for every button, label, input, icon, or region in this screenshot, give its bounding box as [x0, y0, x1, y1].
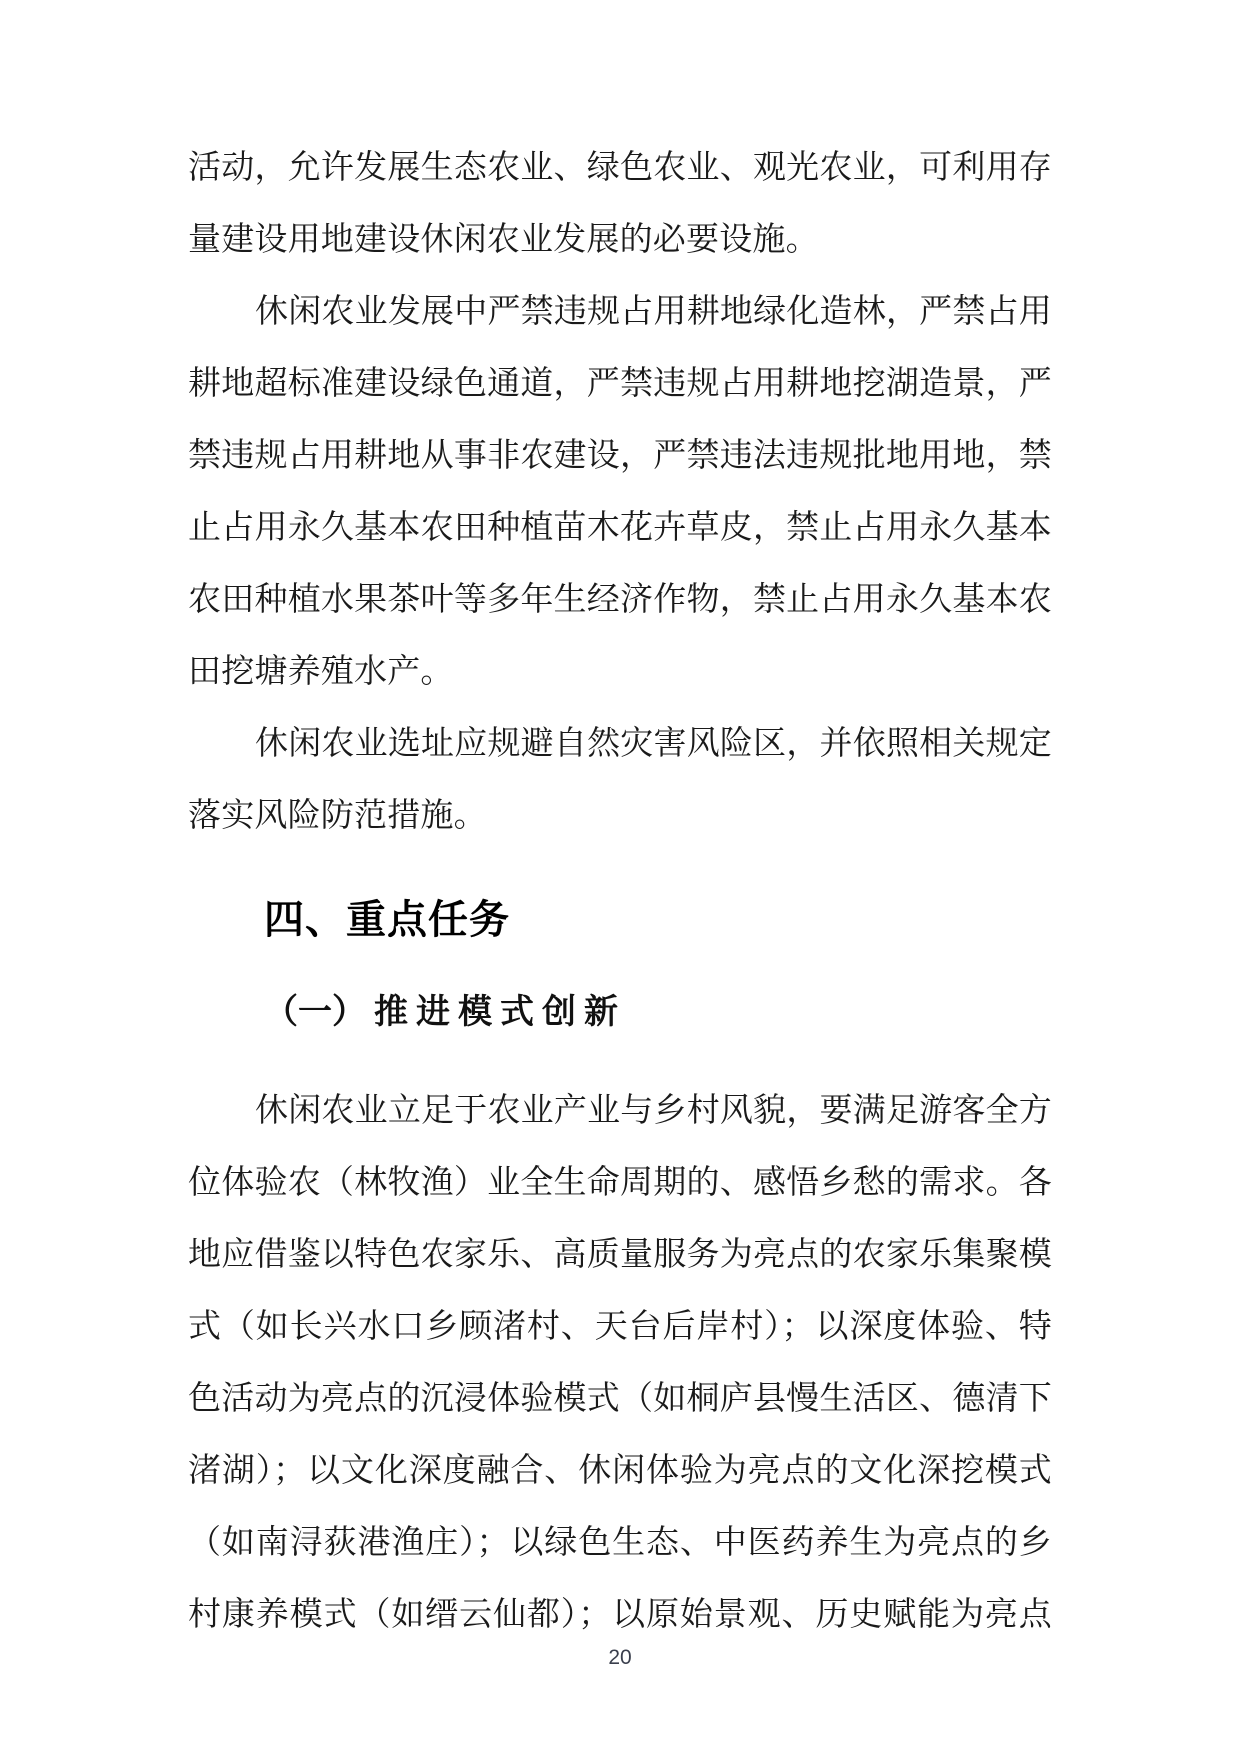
paragraph-continuation [188, 132, 1052, 276]
body-line: 止占用永久基本农田种植苗木花卉草皮，禁止占用永久基本 [188, 510, 1052, 546]
body-line: （如南浔荻港渔庄）；以绿色生态、中医药养生为亮点的乡 [188, 1525, 1052, 1561]
paragraph-prohibitions [188, 276, 1052, 708]
body-line: 休闲农业发展中严禁违规占用耕地绿化造林，严禁占用 [255, 294, 1052, 330]
body-line: 活动，允许发展生态农业、绿色农业、观光农业，可利用存 [188, 150, 1052, 186]
body-line: 式（如长兴水口乡顾渚村、天台后岸村）；以深度体验、特 [188, 1309, 1052, 1345]
subsection-heading [188, 987, 1052, 1039]
body-line: 农田种植水果茶叶等多年生经济作物，禁止占用永久基本农 [188, 582, 1052, 618]
body-line: 村康养模式（如缙云仙都）；以原始景观、历史赋能为亮点 [188, 1597, 1052, 1633]
body-line: 禁违规占用耕地从事非农建设，严禁违法违规批地用地，禁 [188, 438, 1052, 474]
section-heading: 四、重点任务 [264, 897, 510, 943]
body-line: 位体验农（林牧渔）业全生命周期的、感悟乡愁的需求。各 [188, 1165, 1052, 1201]
body-line: 渚湖）；以文化深度融合、休闲体验为亮点的文化深挖模式 [188, 1453, 1052, 1489]
body-line: 休闲农业立足于农业产业与乡村风貌，要满足游客全方 [255, 1093, 1052, 1129]
paragraph-model-innovation [188, 1075, 1052, 1651]
body-line: 耕地超标准建设绿色通道，严禁违规占用耕地挖湖造景，严 [188, 366, 1052, 402]
page-number: 20 [608, 1646, 632, 1669]
subsection-number: （一） [264, 994, 366, 1031]
body-line: 落实风险防范措施。 [188, 798, 487, 834]
body-line: 量建设用地建设休闲农业发展的必要设施。 [188, 222, 819, 258]
body-line: 色活动为亮点的沉浸体验模式（如桐庐县慢生活区、德清下 [188, 1381, 1052, 1417]
subsection-title: 推进模式创新 [374, 994, 626, 1031]
page-content [188, 132, 1052, 1651]
body-line: 田挖塘养殖水产。 [188, 654, 454, 690]
body-line: 地应借鉴以特色农家乐、高质量服务为亮点的农家乐集聚模 [188, 1237, 1052, 1273]
body-line: 休闲农业选址应规避自然灾害风险区，并依照相关规定 [255, 726, 1052, 762]
paragraph-site-selection [188, 708, 1052, 852]
